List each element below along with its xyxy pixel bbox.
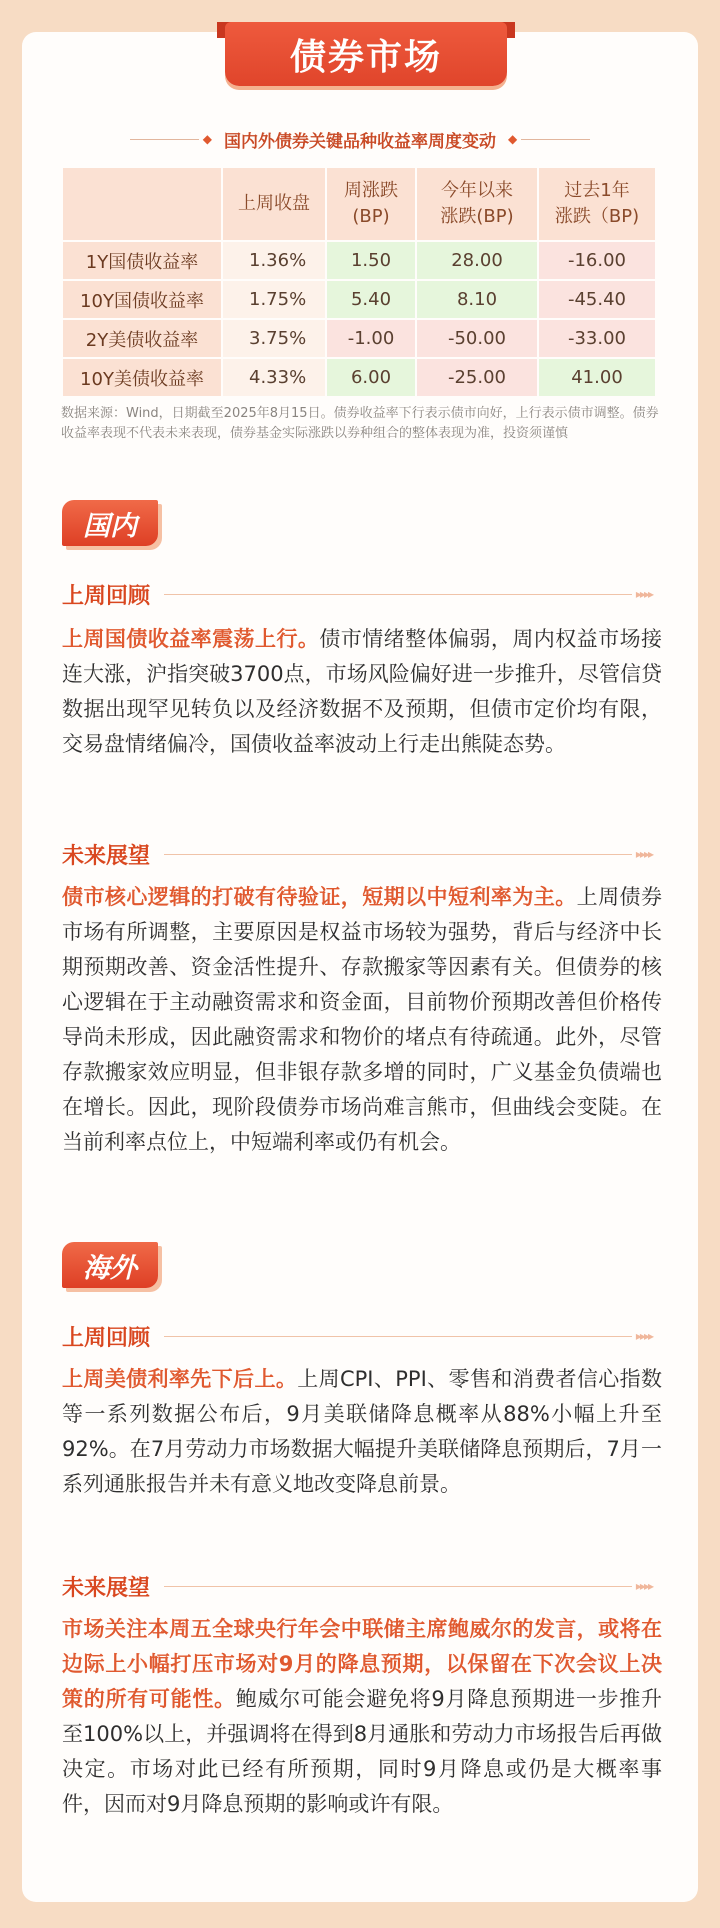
arrows-icon: ▸▸▸▸	[635, 1579, 652, 1593]
body-text: 鲍威尔可能会避免将9月降息预期进一步推升至100%以上，并强调将在得到8月通胀和劳动力市场报告后再做决定。市场对此已经有所预期，同时9月降息或仍是大概率事件，因而对9月降息预期的影响或许有限。	[62, 1687, 663, 1816]
section-tag-overseas: 海外	[62, 1242, 158, 1288]
table-cell-ytd: -50.00	[417, 320, 537, 357]
table-cell-week: -1.00	[327, 320, 415, 357]
table-cell-ytd: -25.00	[417, 359, 537, 396]
divider-line	[130, 139, 199, 140]
header-cell: 今年以来 涨跌(BP)	[417, 168, 537, 240]
table-header-row	[63, 168, 655, 240]
table-cell-close: 1.75%	[223, 281, 325, 318]
domestic-review-heading	[62, 580, 652, 608]
table-title: 国内外债券关键品种收益率周度变动	[224, 131, 496, 152]
header-cell: 上周收盘	[223, 168, 325, 240]
table-cell-name: 2Y美债收益率	[63, 320, 221, 357]
divider-line	[164, 594, 632, 595]
table-cell-year: -45.40	[539, 281, 655, 318]
divider-line	[164, 854, 632, 855]
section-label: 未来展望	[62, 1575, 151, 1601]
key-point: 上周美债利率先下后上。	[62, 1367, 298, 1391]
body-text: 上周CPI、PPI、零售和消费者信心指数等一系列数据公布后，9月美联储降息概率从88%小幅上升至92%。在7月劳动力市场数据大幅提升美联储降息预期后，7月一系列通胀报告并未有意义地改变降息前景。	[62, 1367, 663, 1496]
table-cell-name: 10Y美债收益率	[63, 359, 221, 396]
header-cell	[63, 168, 221, 240]
arrows-icon: ▸▸▸▸	[635, 587, 652, 601]
table-row	[63, 242, 655, 279]
table-row	[63, 359, 655, 396]
arrows-icon: ▸▸▸▸	[635, 1329, 652, 1343]
overseas-outlook-heading	[62, 1572, 652, 1600]
section-label: 未来展望	[62, 843, 151, 869]
table-cell-week: 5.40	[327, 281, 415, 318]
key-point: 上周国债收益率震荡上行。	[62, 627, 320, 651]
key-point: 市场关注本周五全球央行年会中联储主席鲍威尔的发言，或将在边际上小幅打压市场对9月的降息预期，以保留在下次会议上决策的所有可能性。	[62, 1617, 662, 1711]
domestic-outlook-heading	[62, 840, 652, 868]
table-cell-close: 3.75%	[223, 320, 325, 357]
divider-line	[521, 139, 590, 140]
yield-table	[61, 166, 657, 398]
table-cell-week: 6.00	[327, 359, 415, 396]
header-cell: 周涨跌 (BP)	[327, 168, 415, 240]
key-point: 债市核心逻辑的打破有待验证，短期以中短利率为主。	[62, 885, 577, 909]
body-text: 上周债券市场有所调整，主要原因是权益市场较为强势，背后与经济中长期预期改善、资金活性提升、存款搬家等因素有关。但债券的核心逻辑在于主动融资需求和资金面，目前物价预期改善但价格传导尚未形成，因此融资需求和物价的堵点有待疏通。此外，尽管存款搬家效应明显，但非银存款多增的同时，广义基金负债端也在增长。因此，现阶段债券市场尚难言熊市，但曲线会变陡。在当前利率点位上，中短端利率或仍有机会。	[62, 885, 663, 1154]
page-title: 债券市场	[225, 22, 507, 86]
overseas-review-text	[62, 1362, 662, 1502]
domestic-outlook-text	[62, 880, 662, 1160]
table-cell-name: 10Y国债收益率	[63, 281, 221, 318]
divider-line	[164, 1586, 632, 1587]
data-source-note: 数据来源：Wind，日期截至2025年8月15日。债券收益率下行表示债市向好，上行表示债市调整。债券收益率表现不代表未来表现，债券基金实际涨跌以券种组合的整体表现为准，投资须谨慎	[61, 406, 659, 441]
section-tag-domestic: 国内	[62, 500, 158, 546]
domestic-review-text	[62, 622, 662, 762]
divider-line	[164, 1336, 632, 1337]
table-cell-close: 4.33%	[223, 359, 325, 396]
table-cell-name: 1Y国债收益率	[63, 242, 221, 279]
diamond-icon: ◆	[202, 132, 212, 146]
table-cell-year: -16.00	[539, 242, 655, 279]
table-cell-ytd: 28.00	[417, 242, 537, 279]
table-cell-year: 41.00	[539, 359, 655, 396]
diamond-icon: ◆	[508, 132, 518, 146]
header-cell: 过去1年 涨跌（BP)	[539, 168, 655, 240]
table-title-row	[130, 126, 590, 152]
table-row	[63, 320, 655, 357]
arrows-icon: ▸▸▸▸	[635, 847, 652, 861]
overseas-review-heading	[62, 1322, 652, 1350]
overseas-outlook-text	[62, 1612, 662, 1822]
table-row	[63, 281, 655, 318]
section-label: 上周回顾	[62, 1325, 151, 1351]
table-cell-close: 1.36%	[223, 242, 325, 279]
table-cell-week: 1.50	[327, 242, 415, 279]
section-label: 上周回顾	[62, 583, 151, 609]
body-text: 债市情绪整体偏弱，周内权益市场接连大涨，沪指突破3700点，市场风险偏好进一步推升，尽管信贷数据出现罕见转负以及经济数据不及预期，但债市定价均有限，交易盘情绪偏冷，国债收益率波动上行走出熊陡态势。	[62, 627, 663, 756]
table-cell-ytd: 8.10	[417, 281, 537, 318]
table-cell-year: -33.00	[539, 320, 655, 357]
